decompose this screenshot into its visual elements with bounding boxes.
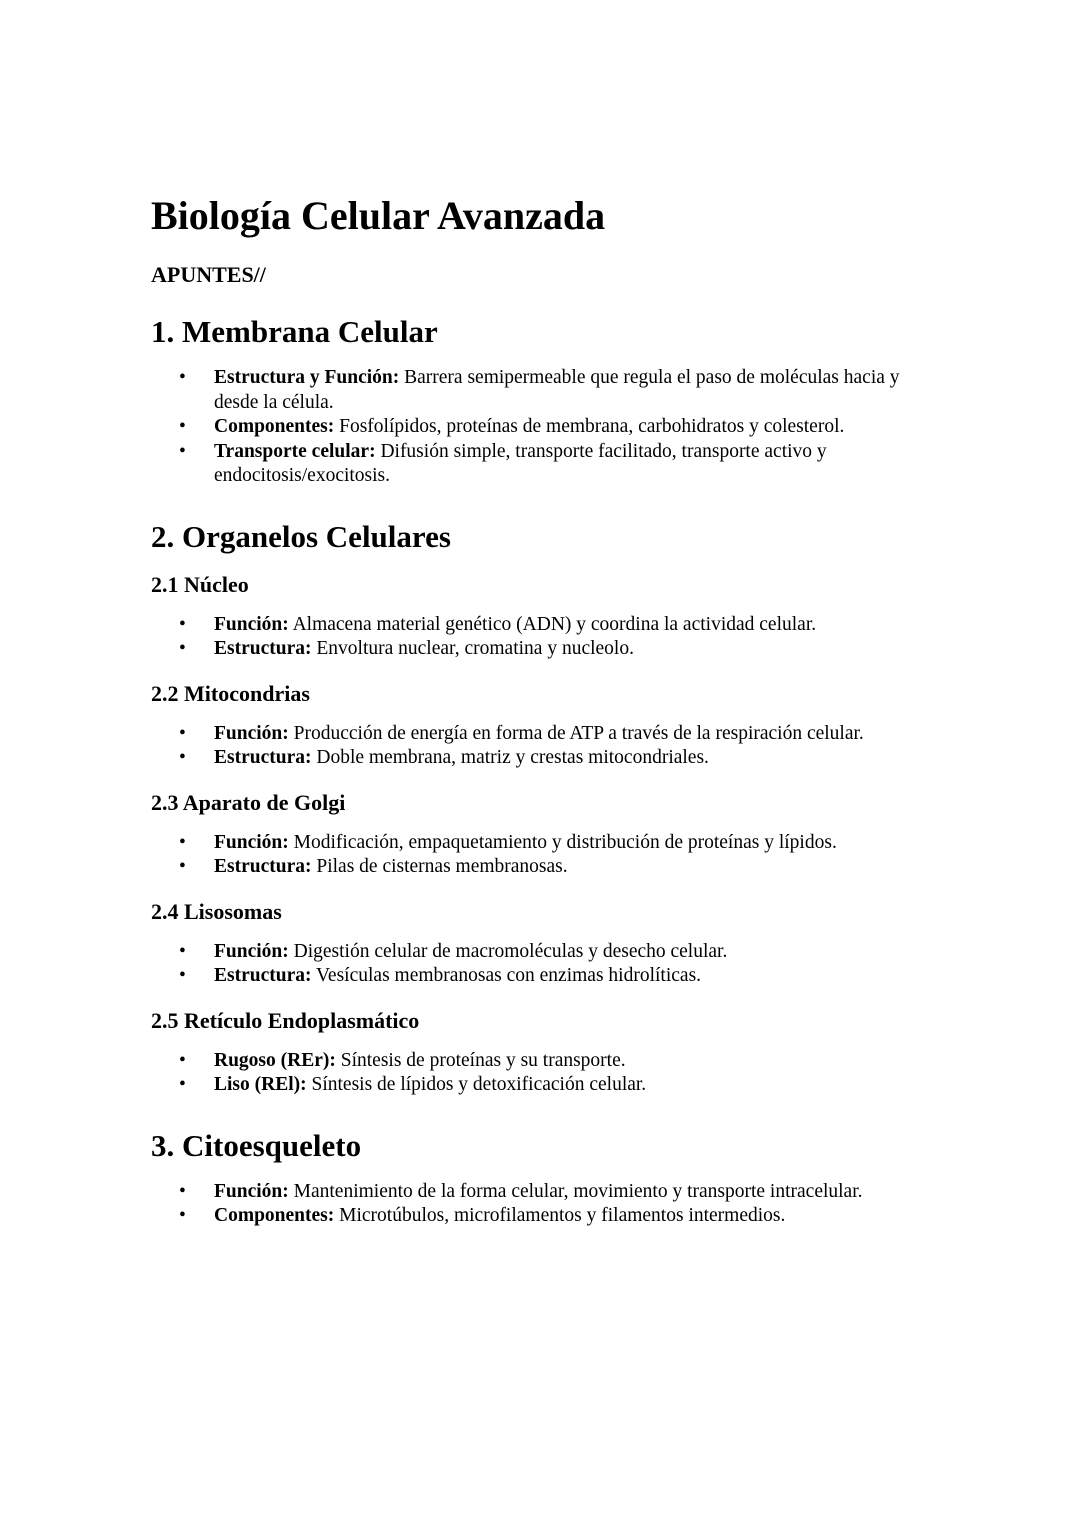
- item-text: Microtúbulos, microfilamentos y filamentos intermedios.: [334, 1205, 786, 1226]
- item-label: Transporte celular:: [214, 440, 376, 462]
- lisosomas-list: [151, 940, 941, 989]
- citoesqueleto-list: [151, 1180, 941, 1229]
- item-label: Rugoso (REr):: [214, 1049, 336, 1071]
- list-item: [151, 366, 941, 415]
- item-text: Difusión simple, transporte facilitado, transporte activo y endocitosis/exocitosis.: [214, 440, 827, 486]
- bullet-icon: •: [179, 722, 186, 744]
- list-item: [151, 1204, 941, 1229]
- bullet-icon: •: [179, 1180, 186, 1202]
- item-text: Mantenimiento de la forma celular, movimiento y transporte intracelular.: [288, 1180, 863, 1202]
- list-item: [151, 940, 941, 965]
- list-item: [151, 831, 941, 856]
- list-item: [151, 722, 941, 747]
- subsection-heading-reticulo: 2.5 Retículo Endoplasmático: [151, 1007, 420, 1033]
- list-item: [151, 637, 941, 662]
- list-item: [151, 964, 941, 989]
- item-label: Función:: [214, 1180, 289, 1202]
- item-label: Estructura y Función:: [214, 367, 400, 388]
- section-heading-membrana: 1. Membrana Celular: [151, 314, 438, 349]
- golgi-list: [151, 831, 941, 880]
- item-label: Estructura:: [214, 638, 312, 659]
- bullet-icon: •: [179, 1074, 186, 1095]
- item-text: Producción de energía en forma de ATP a través de la respiración celular.: [288, 722, 864, 744]
- bullet-icon: •: [179, 367, 186, 388]
- list-item: [151, 415, 941, 440]
- item-label: Función:: [214, 831, 289, 853]
- bullet-icon: •: [179, 1205, 186, 1226]
- item-text: Vesículas membranosas con enzimas hidrolíticas.: [311, 965, 702, 986]
- item-label: Estructura:: [214, 856, 312, 877]
- list-item: [151, 440, 941, 489]
- item-text: Barrera semipermeable que regula el paso de moléculas hacia y desde la célula.: [214, 367, 900, 413]
- bullet-icon: •: [179, 416, 186, 437]
- bullet-icon: •: [179, 638, 186, 659]
- bullet-icon: •: [179, 1049, 186, 1071]
- list-item: [151, 746, 941, 771]
- item-text: Doble membrana, matriz y crestas mitocondriales.: [311, 747, 709, 768]
- reticulo-list: [151, 1049, 941, 1098]
- item-text: Almacena material genético (ADN) y coordina la actividad celular.: [288, 613, 817, 635]
- section-heading-organelos: 2. Organelos Celulares: [151, 518, 451, 554]
- bullet-icon: •: [179, 440, 186, 462]
- item-label: Función:: [214, 940, 289, 962]
- subsection-heading-mitocondrias: 2.2 Mitocondrias: [151, 680, 310, 706]
- item-text: Fosfolípidos, proteínas de membrana, carbohidratos y colesterol.: [334, 416, 845, 437]
- list-item: [151, 1049, 941, 1074]
- document-subtitle: APUNTES//: [151, 262, 266, 287]
- item-text: Pilas de cisternas membranosas.: [311, 856, 568, 877]
- document-page: [151, 190, 941, 1247]
- item-label: Componentes:: [214, 1205, 335, 1226]
- bullet-icon: •: [179, 613, 186, 635]
- item-label: Función:: [214, 722, 289, 744]
- item-text: Síntesis de proteínas y su transporte.: [335, 1049, 626, 1071]
- mitocondrias-list: [151, 722, 941, 771]
- bullet-icon: •: [179, 856, 186, 877]
- subsection-heading-golgi: 2.3 Aparato de Golgi: [151, 789, 346, 815]
- subsection-heading-nucleo: 2.1 Núcleo: [151, 571, 249, 597]
- bullet-icon: •: [179, 747, 186, 768]
- bullet-icon: •: [179, 831, 186, 853]
- list-item: [151, 855, 941, 880]
- list-item: [151, 1180, 941, 1205]
- list-item: [151, 613, 941, 638]
- list-item: [151, 1073, 941, 1098]
- item-label: Liso (REl):: [214, 1074, 307, 1095]
- membrana-list: [151, 366, 941, 489]
- item-label: Estructura:: [214, 965, 312, 986]
- nucleo-list: [151, 613, 941, 662]
- item-text: Modificación, empaquetamiento y distribución de proteínas y lípidos.: [288, 831, 837, 853]
- document-title: Biología Celular Avanzada: [151, 193, 606, 238]
- item-text: Envoltura nuclear, cromatina y nucleolo.: [311, 638, 634, 659]
- item-label: Componentes:: [214, 416, 335, 437]
- bullet-icon: •: [179, 965, 186, 986]
- item-text: Digestión celular de macromoléculas y desecho celular.: [288, 940, 728, 962]
- section-heading-citoesqueleto: 3. Citoesqueleto: [151, 1127, 362, 1163]
- bullet-icon: •: [179, 940, 186, 962]
- item-text: Síntesis de lípidos y detoxificación celular.: [306, 1074, 647, 1095]
- item-label: Función:: [214, 613, 289, 635]
- item-label: Estructura:: [214, 747, 312, 768]
- subsection-heading-lisosomas: 2.4 Lisosomas: [151, 898, 282, 924]
